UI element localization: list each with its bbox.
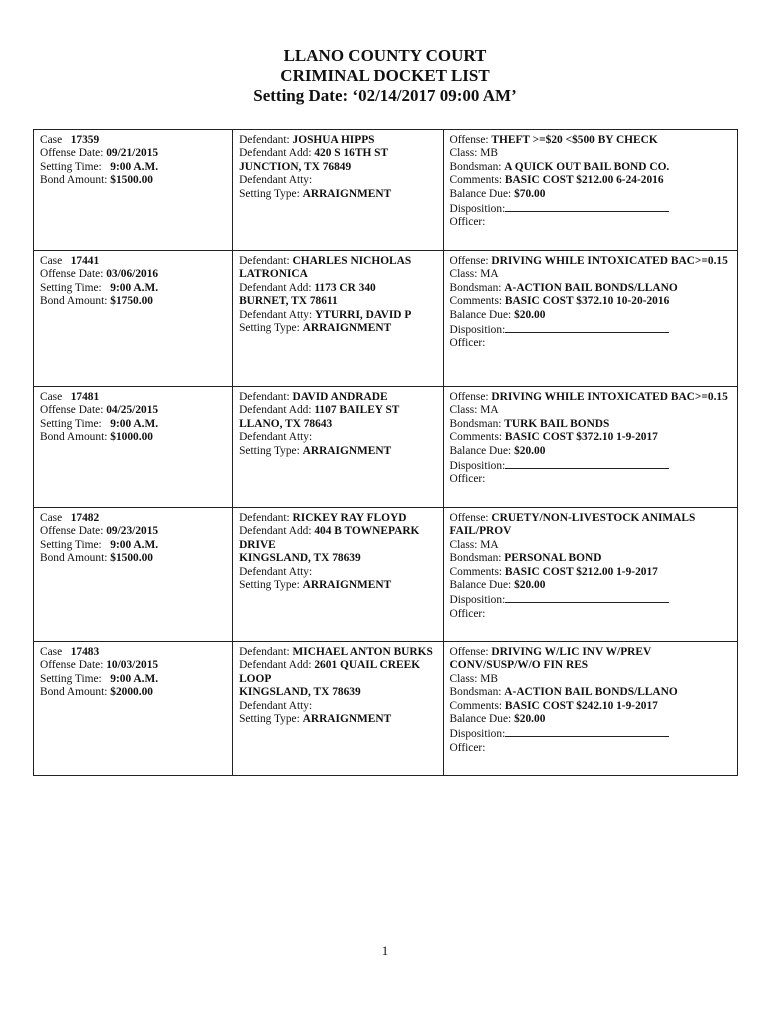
setting-time: 9:00 A.M. [110,538,159,551]
case-label: Case [40,646,63,658]
offense-cell [443,387,737,508]
table-row [34,642,738,776]
defendant-label: Defendant: [239,134,290,146]
bondsman: A-ACTION BAIL BONDS/LLANO [504,686,678,699]
disposition-blank [505,201,669,212]
setting-time-label: Setting Time: [40,672,102,685]
bond-amount: $2000.00 [110,686,153,699]
defendant-address-line2: BURNET, TX 78611 [239,295,338,308]
bondsman-label: Bondsman: [449,686,502,699]
defendant-cell [233,642,443,776]
balance-due: $70.00 [514,187,546,200]
setting-type-label: Setting Type: [239,579,300,592]
offense-date-label: Offense Date: [40,525,104,538]
balance-due: $20.00 [514,579,546,592]
defendant-cell [233,251,443,387]
offense: CRUETY/NON-LIVESTOCK ANIMALS FAIL/PROV [449,512,696,538]
balance-due: $20.00 [514,308,546,321]
table-row [34,508,738,642]
setting-type-label: Setting Type: [239,713,300,726]
offense-cell [443,251,737,387]
offense: DRIVING W/LIC INV W/PREV CONV/SUSP/W/O FIN RES [449,646,652,672]
case-number: 17481 [70,391,100,403]
setting-type-label: Setting Type: [239,444,300,457]
defendant-cell [233,130,443,251]
setting-time: 9:00 A.M. [110,160,159,173]
bondsman: A-ACTION BAIL BONDS/LLANO [504,281,678,294]
comments: BASIC COST $212.00 1-9-2017 [504,565,658,578]
bond-amount-label: Bond Amount: [40,686,108,699]
offense-date: 04/25/2015 [106,404,159,417]
setting-time: 9:00 A.M. [110,672,159,685]
defendant-name: DAVID ANDRADE [292,391,388,403]
defendant-address-line2: JUNCTION, TX 76849 [239,160,352,173]
offense-date-label: Offense Date: [40,147,104,160]
defendant-atty-label: Defendant Atty: [239,174,313,187]
case-info-cell [34,130,233,251]
officer-label: Officer: [449,337,486,350]
setting-time-label: Setting Time: [40,538,102,551]
case-info-cell [34,251,233,387]
case-number: 17441 [70,255,100,267]
defendant-cell [233,508,443,642]
bond-amount: $1750.00 [110,295,153,308]
offense: DRIVING WHILE INTOXICATED BAC>=0.15 [491,255,728,267]
docket-table [33,129,738,776]
docket-header [0,46,770,106]
offense-class: MA [480,404,499,417]
defendant-atty-label: Defendant Atty: [239,565,313,578]
case-info-cell [34,387,233,508]
defendant-address-label: Defendant Add: [239,281,312,294]
setting-time: 9:00 A.M. [110,417,159,430]
table-row [34,251,738,387]
defendant-label: Defendant: [239,391,290,403]
disposition-label: Disposition: [449,594,506,607]
offense-date-label: Offense Date: [40,268,104,281]
defendant-address-line1: 2601 QUAIL CREEK LOOP [239,659,421,685]
defendant-address-line2: KINGSLAND, TX 78639 [239,552,361,565]
setting-date: Setting Date: ‘02/14/2017 09:00 AM’ [253,86,517,105]
defendant-address-label: Defendant Add: [239,404,312,417]
offense-class: MB [480,147,498,160]
disposition-blank [505,458,669,469]
offense-cell [443,508,737,642]
offense-class: MA [480,538,499,551]
case-info-cell [34,508,233,642]
bond-amount: $1500.00 [110,552,153,565]
defendant-address-label: Defendant Add: [239,659,312,672]
balance-due: $20.00 [514,444,546,457]
page-number: 1 [381,943,389,958]
balance-due: $20.00 [514,713,546,726]
bondsman-label: Bondsman: [449,552,502,565]
officer-label: Officer: [449,473,486,486]
comments-label: Comments: [449,431,503,444]
class-label: Class: [449,147,478,160]
defendant-address-line1: 420 S 16TH ST [314,147,389,160]
defendant-label: Defendant: [239,512,290,524]
defendant-label: Defendant: [239,255,290,267]
table-row [34,130,738,251]
setting-type: ARRAIGNMENT [302,444,392,457]
defendant-atty-label: Defendant Atty: [239,308,313,321]
offense-label: Offense: [449,255,489,267]
defendant-atty: YTURRI, DAVID P [315,308,412,321]
offense-label: Offense: [449,134,489,146]
case-number: 17483 [70,646,100,658]
offense-label: Offense: [449,646,489,658]
setting-type-label: Setting Type: [239,322,300,335]
comments-label: Comments: [449,699,503,712]
balance-due-label: Balance Due: [449,713,512,726]
offense-class: MA [480,268,499,281]
setting-type: ARRAIGNMENT [302,322,392,335]
setting-time-label: Setting Time: [40,417,102,430]
disposition-blank [505,726,669,737]
docket-title: CRIMINAL DOCKET LIST [280,66,490,85]
defendant-name: RICKEY RAY FLOYD [292,512,407,524]
comments-label: Comments: [449,295,503,308]
offense-date: 03/06/2016 [106,268,159,281]
case-label: Case [40,134,63,146]
offense: THEFT >=$20 <$500 BY CHECK [491,134,658,146]
defendant-address-line1: 1173 CR 340 [314,281,376,294]
defendant-address-label: Defendant Add: [239,525,312,538]
class-label: Class: [449,538,478,551]
defendant-address-label: Defendant Add: [239,147,312,160]
case-label: Case [40,391,63,403]
defendant-label: Defendant: [239,646,290,658]
setting-type: ARRAIGNMENT [302,187,392,200]
offense-cell [443,130,737,251]
disposition-label: Disposition: [449,460,506,473]
setting-time-label: Setting Time: [40,160,102,173]
court-name: LLANO COUNTY COURT [283,46,487,65]
case-label: Case [40,255,63,267]
defendant-address-line2: KINGSLAND, TX 78639 [239,686,361,699]
bondsman: A QUICK OUT BAIL BOND CO. [504,160,670,173]
offense: DRIVING WHILE INTOXICATED BAC>=0.15 [491,391,728,403]
comments: BASIC COST $372.10 10-20-2016 [504,295,670,308]
offense-date: 09/23/2015 [106,525,159,538]
case-number: 17482 [70,512,100,524]
officer-label: Officer: [449,607,486,620]
defendant-atty-label: Defendant Atty: [239,699,313,712]
defendant-address-line1: 1107 BAILEY ST [314,404,400,417]
defendant-cell [233,387,443,508]
offense-class: MB [480,672,498,685]
disposition-label: Disposition: [449,203,506,216]
disposition-blank [505,322,669,333]
comments-label: Comments: [449,174,503,187]
comments: BASIC COST $212.00 6-24-2016 [504,174,664,187]
balance-due-label: Balance Due: [449,308,512,321]
table-row [34,387,738,508]
disposition-label: Disposition: [449,728,506,741]
offense-label: Offense: [449,512,489,524]
officer-label: Officer: [449,216,486,229]
bondsman-label: Bondsman: [449,281,502,294]
setting-type: ARRAIGNMENT [302,579,392,592]
setting-type: ARRAIGNMENT [302,713,392,726]
disposition-label: Disposition: [449,324,506,337]
class-label: Class: [449,268,478,281]
case-info-cell [34,642,233,776]
defendant-name: CHARLES NICHOLAS LATRONICA [239,255,412,281]
defendant-name: MICHAEL ANTON BURKS [292,646,433,658]
bondsman: PERSONAL BOND [504,552,602,565]
balance-due-label: Balance Due: [449,187,512,200]
bond-amount-label: Bond Amount: [40,431,108,444]
offense-date-label: Offense Date: [40,404,104,417]
class-label: Class: [449,404,478,417]
setting-time-label: Setting Time: [40,281,102,294]
case-label: Case [40,512,63,524]
offense-date: 09/21/2015 [106,147,159,160]
setting-type-label: Setting Type: [239,187,300,200]
bondsman-label: Bondsman: [449,417,502,430]
offense-label: Offense: [449,391,489,403]
bondsman-label: Bondsman: [449,160,502,173]
bond-amount: $1500.00 [110,174,153,187]
comments-label: Comments: [449,565,503,578]
bond-amount-label: Bond Amount: [40,552,108,565]
bond-amount-label: Bond Amount: [40,295,108,308]
comments: BASIC COST $372.10 1-9-2017 [504,431,658,444]
offense-date-label: Offense Date: [40,659,104,672]
bondsman: TURK BAIL BONDS [504,417,610,430]
offense-date: 10/03/2015 [106,659,159,672]
disposition-blank [505,592,669,603]
setting-time: 9:00 A.M. [110,281,159,294]
defendant-address-line1: 404 B TOWNEPARK DRIVE [239,525,420,551]
comments: BASIC COST $242.10 1-9-2017 [504,699,658,712]
officer-label: Officer: [449,741,486,754]
bond-amount-label: Bond Amount: [40,174,108,187]
defendant-address-line2: LLANO, TX 78643 [239,417,333,430]
defendant-name: JOSHUA HIPPS [292,134,375,146]
balance-due-label: Balance Due: [449,444,512,457]
bond-amount: $1000.00 [110,431,153,444]
offense-cell [443,642,737,776]
defendant-atty-label: Defendant Atty: [239,431,313,444]
class-label: Class: [449,672,478,685]
case-number: 17359 [70,134,100,146]
balance-due-label: Balance Due: [449,579,512,592]
